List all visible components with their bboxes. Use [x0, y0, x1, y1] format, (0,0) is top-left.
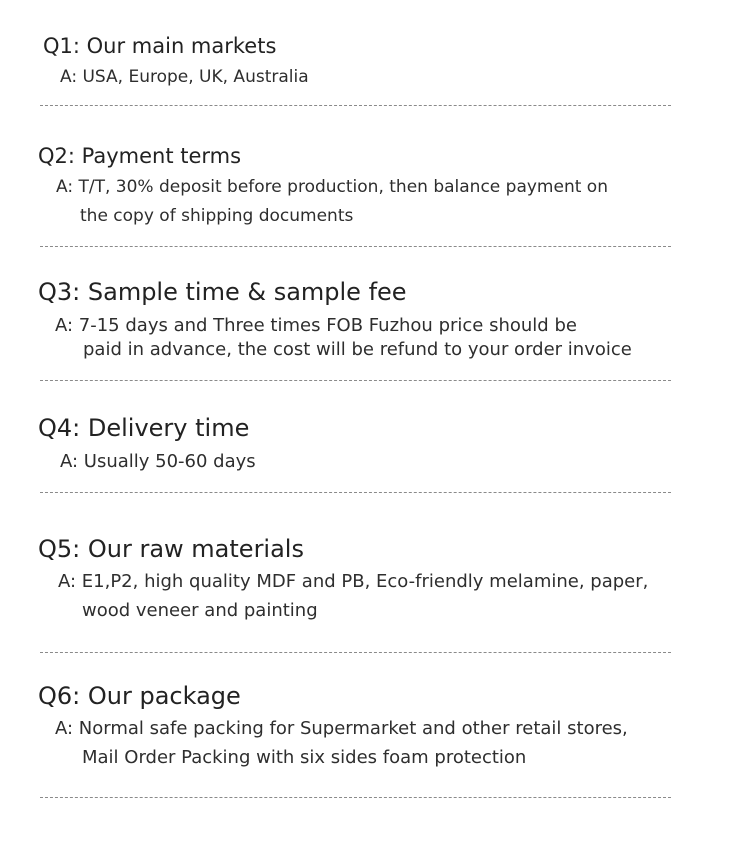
faq-answer-line: A: E1,P2, high quality MDF and PB, Eco-friendly melamine, paper, [58, 571, 649, 592]
faq-question: Q6: Our package [38, 682, 241, 710]
faq-divider [40, 246, 671, 247]
faq-question: Q4: Delivery time [38, 414, 250, 442]
faq-question: Q3: Sample time & sample fee [38, 278, 407, 306]
faq-answer-line: wood veneer and painting [82, 600, 318, 621]
faq-answer-line: paid in advance, the cost will be refund to your order invoice [83, 339, 632, 360]
faq-divider [40, 380, 671, 381]
faq-question: Q2: Payment terms [38, 144, 242, 168]
faq-answer-line: Mail Order Packing with six sides foam protection [82, 747, 527, 768]
faq-answer-line: A: T/T, 30% deposit before production, then balance payment on [56, 177, 608, 197]
faq-divider [40, 105, 671, 106]
faq-answer-line: A: Usually 50-60 days [60, 451, 256, 472]
faq-answer-line: A: 7-15 days and Three times FOB Fuzhou price should be [55, 315, 577, 336]
faq-answer-line: A: USA, Europe, UK, Australia [60, 67, 309, 87]
faq-divider [40, 652, 671, 653]
faq-question: Q1: Our main markets [43, 34, 277, 58]
faq-divider [40, 797, 671, 798]
faq-question: Q5: Our raw materials [38, 535, 304, 563]
faq-answer-line: A: Normal safe packing for Supermarket and other retail stores, [55, 718, 628, 739]
faq-divider [40, 492, 671, 493]
faq-answer-line: the copy of shipping documents [80, 206, 354, 226]
